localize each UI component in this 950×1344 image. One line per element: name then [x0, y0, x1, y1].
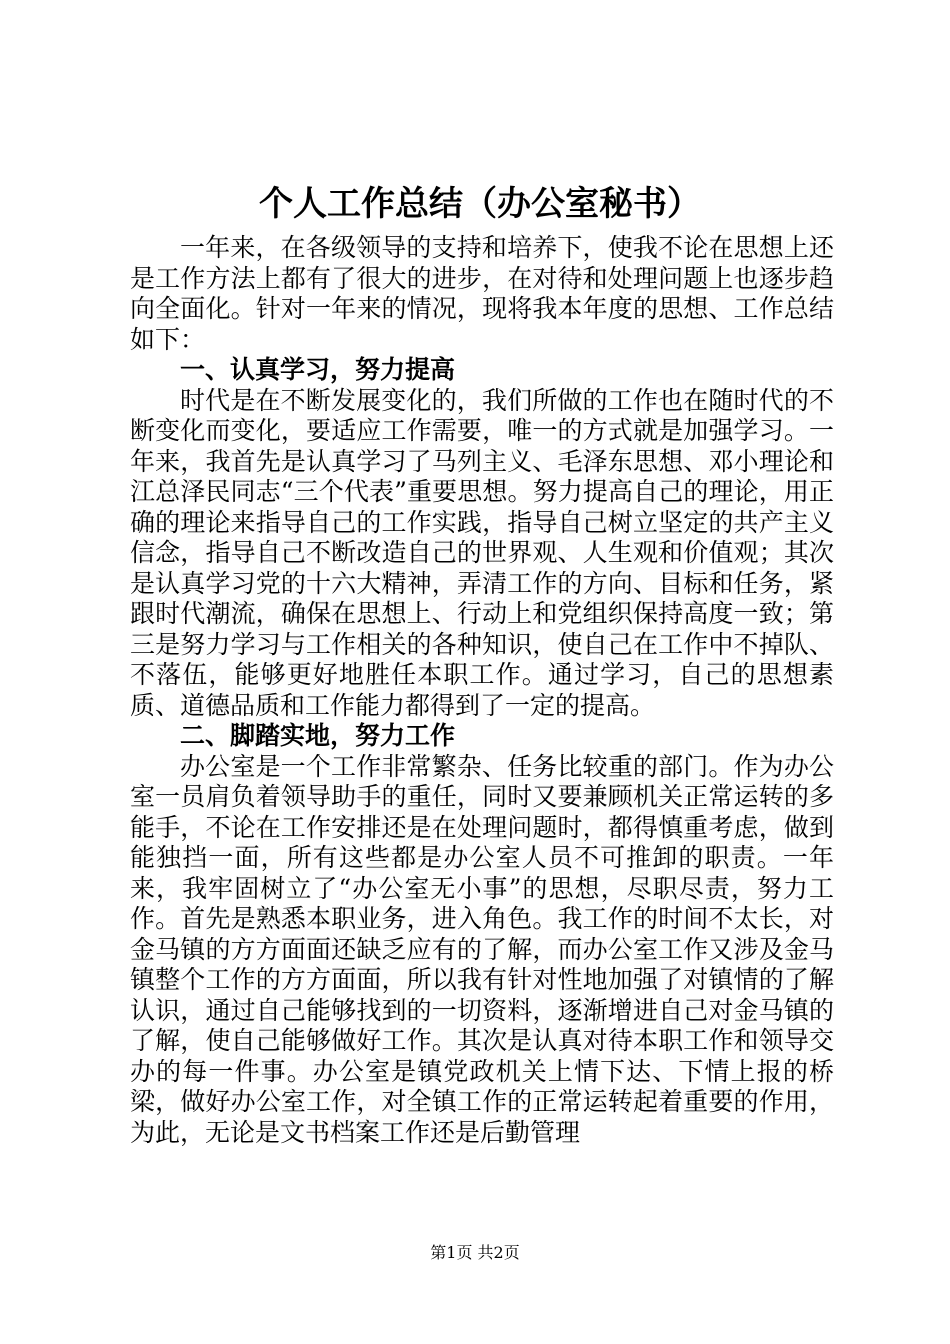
section-heading-study: 一、认真学习，努力提高 [180, 355, 456, 384]
document-body [130, 233, 834, 1148]
section-heading-work: 二、脚踏实地，努力工作 [180, 721, 456, 750]
section-body-work: 办公室是一个工作非常繁杂、任务比较重的部门。作为办公室一员肩负着领导助手的重任，同时又要兼顾机关正常运转的多能手，不论在工作安排还是在处理问题时，都得慎重考虑，做到能独挡一面，所有这些都是办公室人员不可推卸的职责。一年来，我牢固树立了“办公室无小事”的思想，尽职尽责，努力工作。首先是熟悉本职业务，进入角色。我工作的时间不太长，对金马镇的方方面面还缺乏应有的了解，而办公室工作又涉及金马镇整个工作的方方面面，所以我有针对性地加强了对镇情的了解认识，通过自己能够找到的一切资料，逐渐增进自己对金马镇的了解，使自己能够做好工作。其次是认真对待本职工作和领导交办的每一件事。办公室是镇党政机关上情下达、下情上报的桥梁，做好办公室工作，对全镇工作的正常运转起着重要的作用，为此，无论是文书档案工作还是后勤管理 [130, 751, 834, 1147]
page-title: 个人工作总结（办公室秘书） [259, 184, 701, 224]
section-body-study: 时代是在不断发展变化的，我们所做的工作也在随时代的不断变化而变化，要适应工作需要，唯一的方式就是加强学习。一年来，我首先是认真学习了马列主义、毛泽东思想、邓小理论和江总泽民同志“三个代表”重要思想。努力提高自己的理论，用正确的理论来指导自己的工作实践，指导自己树立坚定的共产主义信念，指导自己不断改造自己的世界观、人生观和价值观；其次是认真学习党的十六大精神，弄清工作的方向、目标和任务，紧跟时代潮流，确保在思想上、行动上和党组织保持高度一致；第三是努力学习与工作相关的各种知识，使自己在工作中不掉队、不落伍，能够更好地胜任本职工作。通过学习，自己的思想素质、道德品质和工作能力都得到了一定的提高。 [130, 385, 834, 720]
page-number-footer: 第1页 共2页 [430, 1243, 520, 1262]
intro-paragraph: 一年来，在各级领导的支持和培养下，使我不论在思想上还是工作方法上都有了很大的进步，在对待和处理问题上也逐步趋向全面化。针对一年来的情况，现将我本年度的思想、工作总结如下： [130, 233, 834, 354]
